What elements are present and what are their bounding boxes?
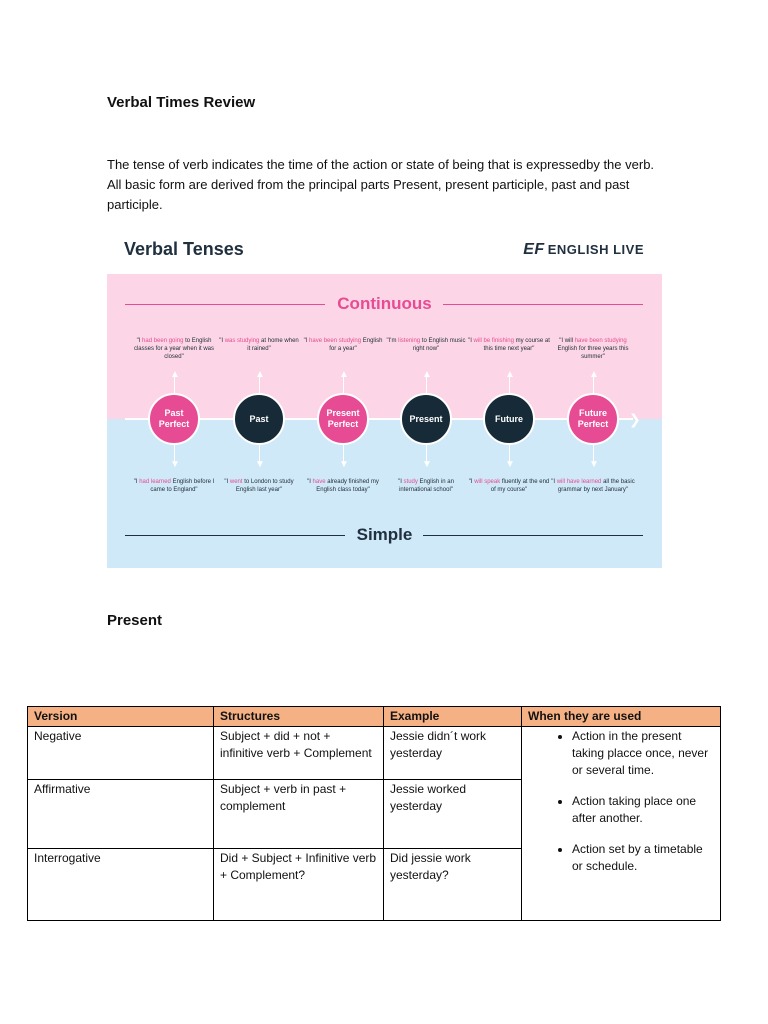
verbal-tenses-infographic bbox=[107, 232, 662, 568]
cell-structure: Subject + did + not + infinitive verb + Complement bbox=[214, 727, 384, 780]
arrow-down-icon: ▼ bbox=[422, 459, 432, 470]
simple-example: "I will speak fluently at the end of my course" bbox=[468, 479, 550, 493]
arrow-down-icon: ▼ bbox=[255, 459, 265, 470]
cell-structure: Subject + verb in past + complement bbox=[214, 780, 384, 849]
arrow-up-icon: ▲ bbox=[505, 369, 515, 380]
continuous-label: Continuous bbox=[337, 294, 432, 313]
tense-circle: Past bbox=[233, 393, 285, 445]
simple-example: "I will have learned all the basic grammar by next January" bbox=[551, 479, 635, 493]
arrow-down-icon: ▼ bbox=[589, 459, 599, 470]
cell-example: Did jessie work yesterday? bbox=[384, 849, 522, 921]
cell-structure: Did + Subject + Infinitive verb + Complement? bbox=[214, 849, 384, 921]
uses-list bbox=[528, 728, 714, 875]
arrow-up-icon: ▲ bbox=[170, 369, 180, 380]
cell-example: Jessie worked yesterday bbox=[384, 780, 522, 849]
cell-when-used bbox=[522, 727, 721, 921]
arrow-down-icon: ▼ bbox=[339, 459, 349, 470]
tense-circle: Future Perfect bbox=[567, 393, 619, 445]
table-header-row bbox=[28, 707, 721, 727]
tense-circle: Future bbox=[483, 393, 535, 445]
arrow-up-icon: ▲ bbox=[339, 369, 349, 380]
arrow-up-icon: ▲ bbox=[255, 369, 265, 380]
header-when-used: When they are used bbox=[522, 707, 721, 727]
arrow-up-icon: ▲ bbox=[589, 369, 599, 380]
table-row bbox=[28, 727, 721, 780]
arrow-up-icon: ▲ bbox=[422, 369, 432, 380]
timeline-arrow-icon: ❯ bbox=[629, 411, 641, 427]
continuous-example: "I will be finishing my course at this time next year" bbox=[468, 338, 550, 352]
tense-circle: Present bbox=[400, 393, 452, 445]
continuous-example: "I had been going to English classes for a year when it was closed" bbox=[133, 338, 215, 360]
cell-version: Affirmative bbox=[28, 780, 214, 849]
continuous-example: "I was studying at home when it rained" bbox=[219, 338, 299, 352]
header-structures: Structures bbox=[214, 707, 384, 727]
document-title: Verbal Times Review bbox=[107, 94, 256, 111]
section-title-present: Present bbox=[107, 612, 163, 629]
tense-circle: Present Perfect bbox=[317, 393, 369, 445]
arrow-down-icon: ▼ bbox=[170, 459, 180, 470]
simple-example: "I study English in an international school" bbox=[398, 479, 454, 493]
cell-example: Jessie didn´t work yesterday bbox=[384, 727, 522, 780]
timeline-line bbox=[125, 418, 633, 420]
present-tense-table bbox=[27, 706, 721, 921]
header-version: Version bbox=[28, 707, 214, 727]
ef-logo-mark: EF bbox=[523, 241, 545, 258]
simple-example: "I went to London to study English last year" bbox=[224, 479, 294, 493]
use-item: • Action set by a timetable or schedule. bbox=[572, 841, 714, 875]
continuous-example: "I will have been studying English for three years this summer" bbox=[557, 338, 629, 360]
continuous-example: "I'm listening to English music right now" bbox=[386, 338, 466, 352]
brand-text: ENGLISH LIVE bbox=[547, 242, 644, 257]
infographic-title: Verbal Tenses bbox=[124, 239, 244, 259]
use-item: • Action in the present taking placce once, never or several time. bbox=[572, 728, 714, 779]
simple-example: "I had learned English before I came to England" bbox=[133, 479, 215, 493]
use-item: • Action taking place one after another. bbox=[572, 793, 714, 827]
simple-label: Simple bbox=[356, 525, 413, 544]
brand-logo bbox=[523, 241, 644, 259]
cell-version: Negative bbox=[28, 727, 214, 780]
simple-example: "I have already finished my English class today" bbox=[307, 479, 379, 493]
header-example: Example bbox=[384, 707, 522, 727]
intro-paragraph: The tense of verb indicates the time of the action or state of being that is expressedby the verb. All basic form are derived from the principal parts Present, present participle, past and past participle. bbox=[107, 157, 655, 212]
tense-circle: Past Perfect bbox=[148, 393, 200, 445]
cell-version: Interrogative bbox=[28, 849, 214, 921]
continuous-example: "I have been studying English for a year" bbox=[303, 338, 383, 352]
arrow-down-icon: ▼ bbox=[505, 459, 515, 470]
